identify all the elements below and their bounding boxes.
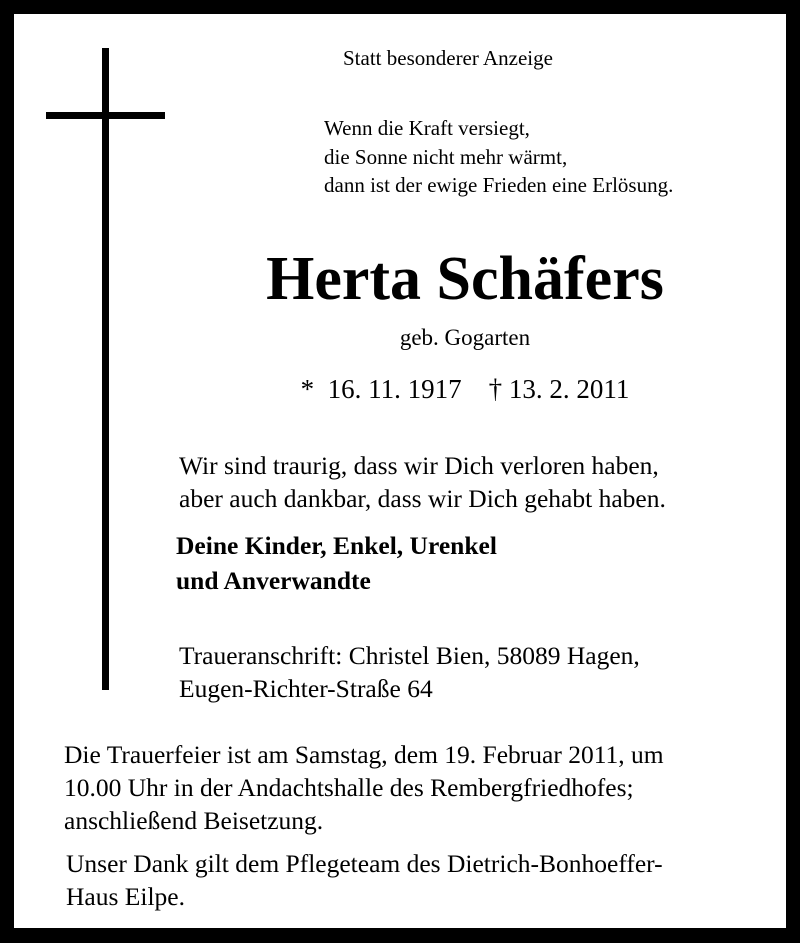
funeral-line: Die Trauerfeier ist am Samstag, dem 19. Februar 2011, um	[64, 740, 664, 769]
sorrow-line: Wir sind traurig, dass wir Dich verloren haben,	[179, 451, 659, 480]
thanks-line: Haus Eilpe.	[66, 882, 185, 911]
verse-line: Wenn die Kraft versiegt,	[324, 116, 530, 140]
verse	[324, 114, 673, 200]
sorrow-line: aber auch dankbar, dass wir Dich gehabt haben.	[179, 483, 666, 513]
family-line: und Anverwandte	[176, 566, 371, 595]
notice-header: Statt besonderer Anzeige	[343, 46, 553, 70]
address-line: Eugen-Richter-Straße 64	[179, 674, 433, 703]
mourning-address	[179, 639, 640, 705]
cross-icon-bar	[46, 112, 165, 119]
funeral-line: 10.00 Uhr in der Andachtshalle des Rembergfriedhofes;	[64, 773, 634, 802]
family-signature	[176, 528, 497, 598]
family-line: Deine Kinder, Enkel, Urenkel	[176, 531, 497, 560]
sorrow-text	[179, 450, 666, 515]
verse-line: die Sonne nicht mehr wärmt,	[324, 144, 568, 169]
funeral-line: anschließend Beisetzung.	[64, 806, 324, 835]
address-line: Traueranschrift: Christel Bien, 58089 Hagen,	[179, 641, 640, 670]
verse-line: dann ist der ewige Frieden eine Erlösung.	[324, 173, 674, 197]
thanks-line: Unser Dank gilt dem Pflegeteam des Dietrich-Bonhoeffer-	[66, 849, 663, 878]
deceased-name: Herta Schäfers	[266, 245, 664, 313]
life-dates: * 16. 11. 1917 † 13. 2. 2011	[300, 374, 630, 404]
funeral-info	[64, 738, 664, 837]
cross-icon	[102, 48, 109, 690]
thanks-note	[66, 847, 663, 913]
maiden-name: geb. Gogarten	[399, 325, 531, 350]
